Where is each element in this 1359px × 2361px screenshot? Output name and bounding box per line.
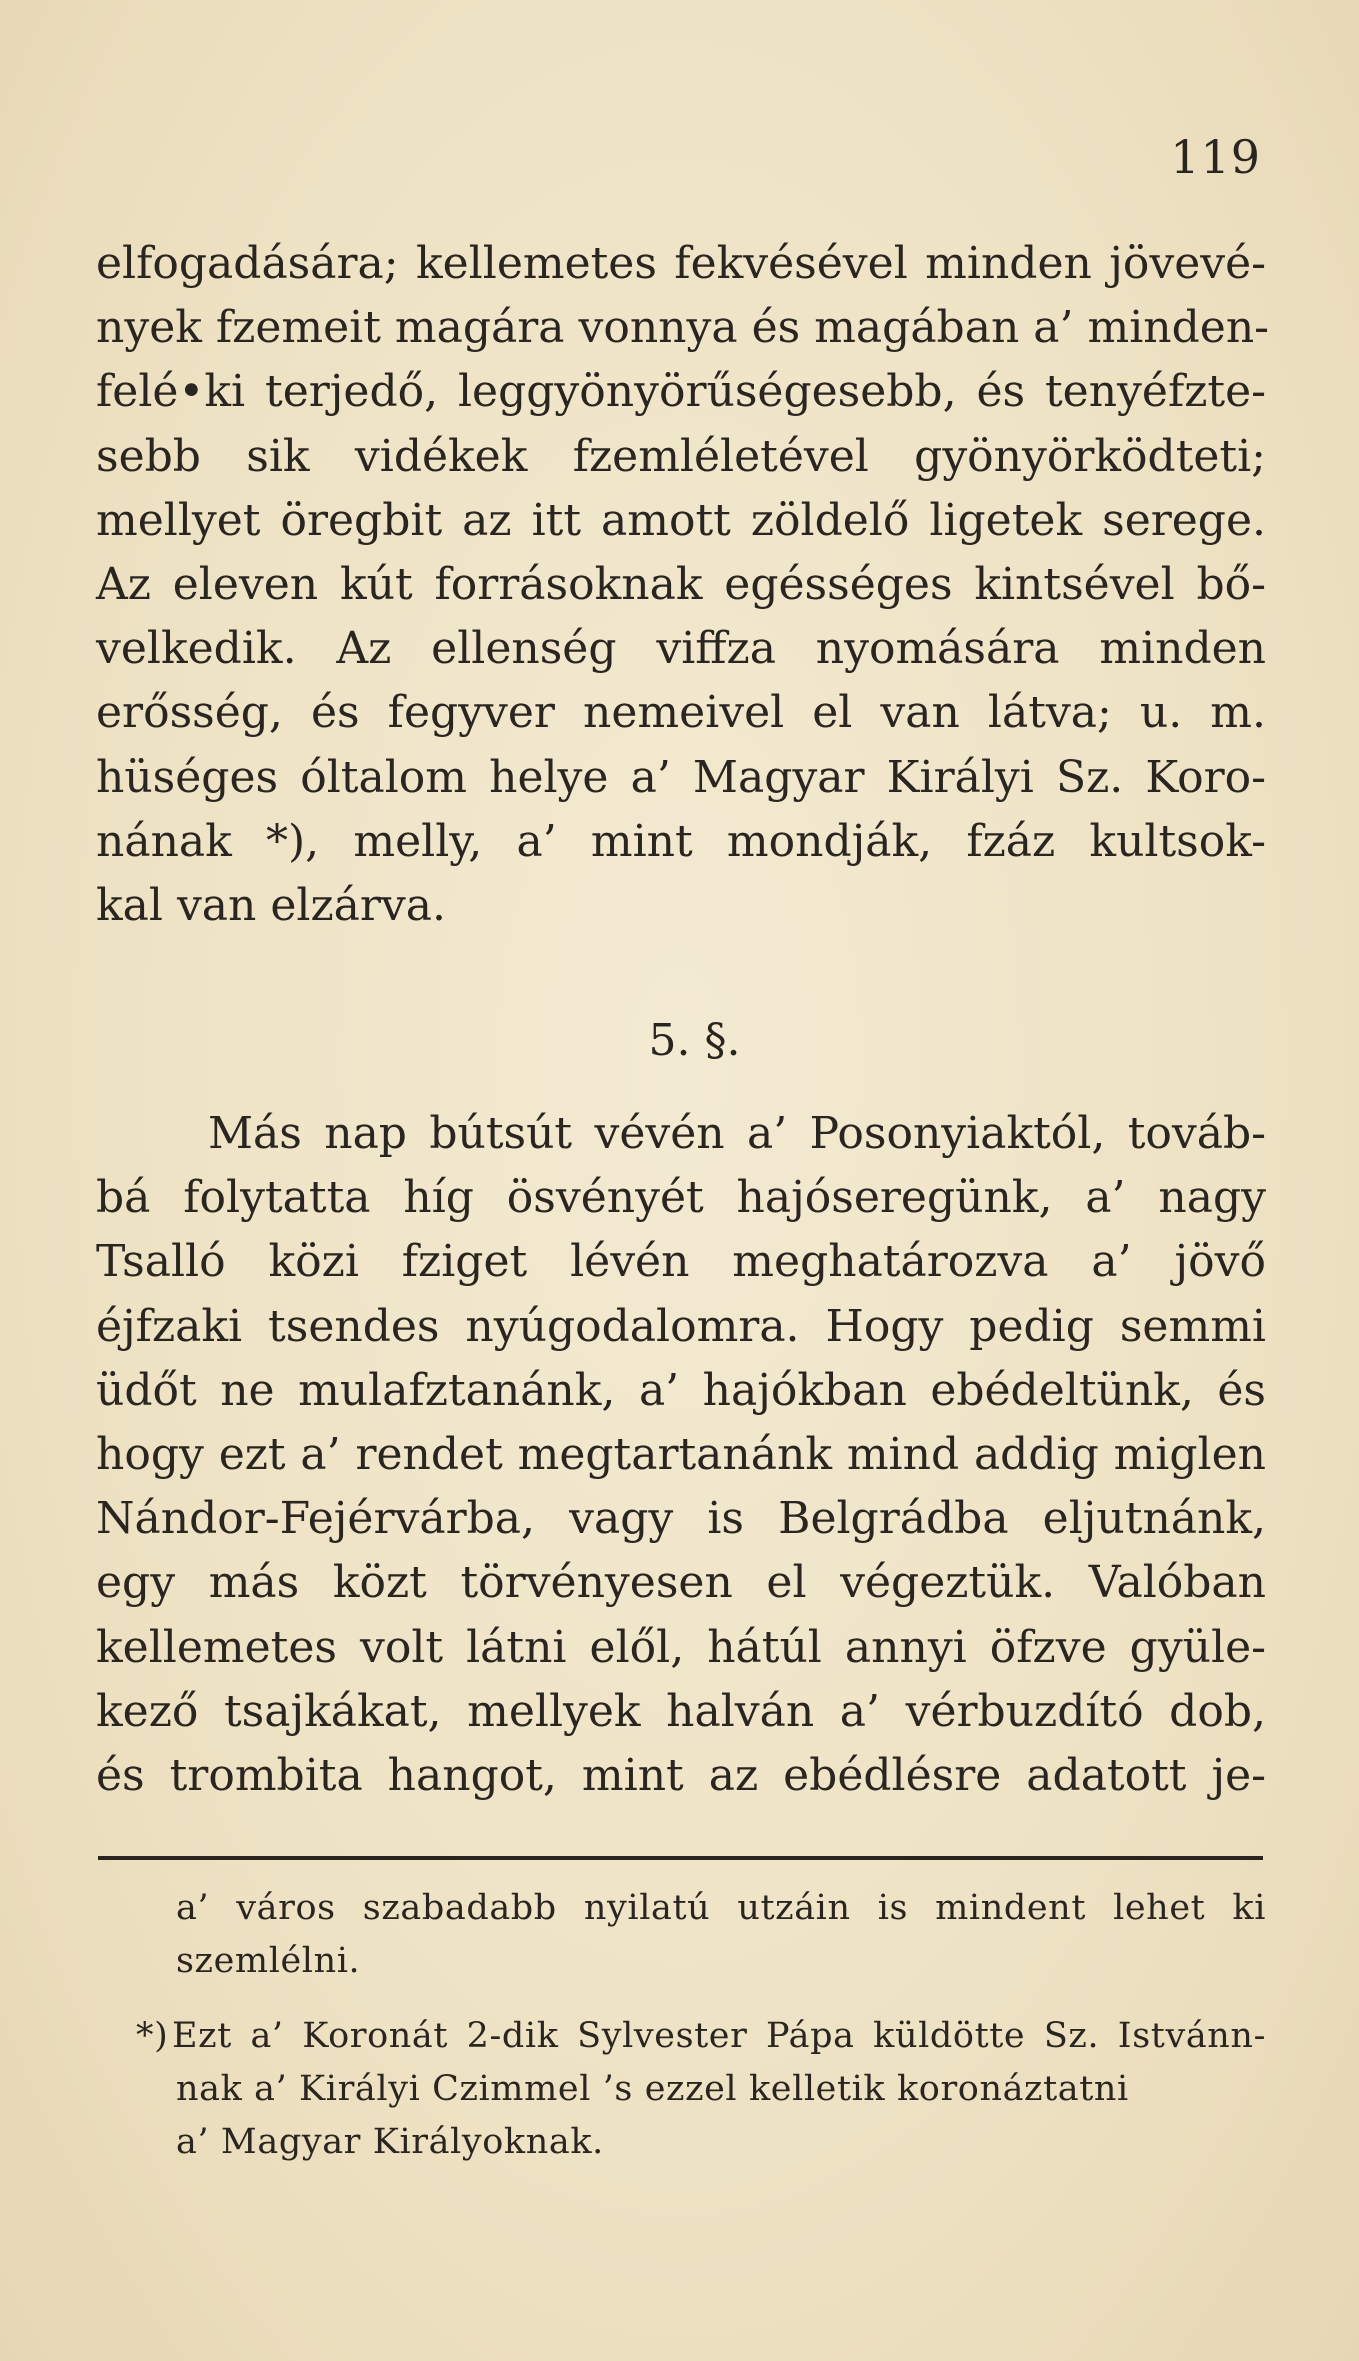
- footnote-line: a’ Magyar Királyoknak.: [176, 2122, 604, 2162]
- paragraph-2: [96, 1102, 1266, 1808]
- text-line: erősség, és fegyver nemeivel el van látva; u. m.: [96, 687, 1266, 739]
- text-line: Más nap bútsút vévén a’ Posonyiaktól, továb-: [208, 1108, 1266, 1159]
- footnote-line: szemlélni.: [176, 1941, 361, 1981]
- page-number: 119: [1170, 130, 1261, 184]
- footnote-line: nak a’ Királyi Czimmel ’s ezzel kelletik koronáztatni: [176, 2069, 1129, 2109]
- text-line: mellyet öregbit az itt amott zöldelő ligetek serege.: [96, 494, 1266, 546]
- footnote-line: [96, 2010, 1266, 2063]
- text-line: egy más közt törvényesen el végeztük. Valóban: [96, 1557, 1266, 1609]
- text-line: bá folytatta híg ösvényét hajóseregünk, a’ nagy: [96, 1172, 1266, 1224]
- text-line: éjfzaki tsendes nyúgodalomra. Hogy pedig semmi: [96, 1300, 1266, 1352]
- footnote-rule: [98, 1856, 1263, 1860]
- text-line: Tsalló közi fziget lévén meghatározva a’ jövő: [96, 1236, 1266, 1288]
- footnote-line: a’ város szabadabb nyilatú utzáin is mindent lehet ki: [176, 1888, 1266, 1928]
- text-line: felé•ki terjedő, leggyönyörűségesebb, és tenyéfzte-: [96, 366, 1266, 418]
- text-line: sebb sik vidékek fzemléletével gyönyörködteti;: [96, 430, 1266, 482]
- footnote-marker: *): [136, 2016, 169, 2056]
- footnote-continuation: [96, 1882, 1266, 1988]
- text-line: Az eleven kút forrásoknak egésséges kintsével bő-: [96, 558, 1266, 610]
- paragraph-1: [96, 232, 1270, 938]
- text-line: kellemetes volt látni elől, hátúl annyi öfzve gyüle-: [96, 1621, 1266, 1673]
- text-line: és trombita hangot, mint az ebédlésre adatott je-: [96, 1749, 1266, 1801]
- footnote-star: [96, 2010, 1266, 2169]
- text-line: hogy ezt a’ rendet megtartanánk mind addig miglen: [96, 1428, 1266, 1480]
- text-line: nának *), melly, a’ mint mondják, fzáz kultsok-: [96, 815, 1266, 867]
- text-line: üdőt ne mulafztanánk, a’ hajókban ebédeltünk, és: [96, 1364, 1266, 1416]
- text-line: nyek fzemeit magára vonnya és magában a’ minden-: [96, 302, 1270, 354]
- text-line: elfogadására; kellemetes fekvésével minden jövevé-: [96, 238, 1266, 289]
- text-line: kal van elzárva.: [96, 879, 447, 931]
- text-line: hüséges óltalom helye a’ Magyar Királyi Sz. Koro-: [96, 751, 1266, 803]
- text-line: Nándor-Fejérvárba, vagy is Belgrádba eljutnánk,: [96, 1493, 1266, 1545]
- text-line: velkedik. Az ellenség viffza nyomására minden: [96, 623, 1266, 675]
- footnote-text: Ezt a’ Koronát 2-dik Sylvester Pápa küldötte Sz. Istvánn-: [172, 2016, 1266, 2056]
- text-line: kező tsajkákat, mellyek halván a’ vérbuzdító dob,: [96, 1685, 1266, 1737]
- section-heading: 5. §.: [648, 1015, 741, 1066]
